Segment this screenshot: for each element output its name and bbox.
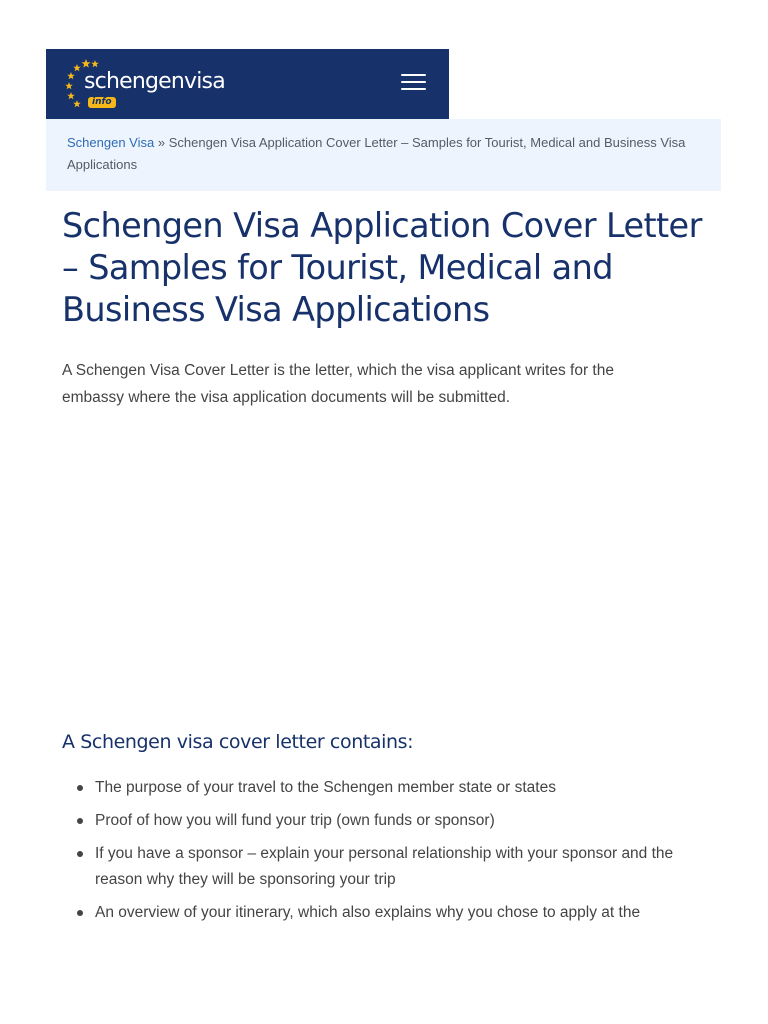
contents-list xyxy=(62,775,712,933)
breadcrumb-current: Schengen Visa Application Cover Letter – Samples for Tourist, Medical and Business Visa Applications xyxy=(67,135,686,172)
breadcrumb-home-link[interactable]: Schengen Visa xyxy=(67,135,155,150)
list-item: Proof of how you will fund your trip (own funds or sponsor) xyxy=(62,808,712,834)
breadcrumb xyxy=(46,119,721,191)
menu-bar xyxy=(401,88,426,90)
breadcrumb-separator: » xyxy=(157,135,166,150)
menu-bar xyxy=(401,81,426,83)
site-logo[interactable] xyxy=(64,57,234,111)
logo-wordmark: schengenvisa xyxy=(84,69,225,94)
site-header xyxy=(46,49,449,119)
page-title: Schengen Visa Application Cover Letter – Samples for Tourist, Medical and Business Visa Applications xyxy=(62,206,702,329)
list-item: If you have a sponsor – explain your personal relationship with your sponsor and the reason why they will be sponsoring your trip xyxy=(62,841,712,893)
logo-badge: info xyxy=(88,97,116,108)
list-item: An overview of your itinerary, which also explains why you chose to apply at the xyxy=(62,900,712,926)
intro-paragraph: A Schengen Visa Cover Letter is the letter, which the visa applicant writes for the embassy where the visa application documents will be submitted. xyxy=(62,362,614,406)
section-heading: A Schengen visa cover letter contains: xyxy=(62,731,414,753)
menu-bar xyxy=(401,74,426,76)
list-item: The purpose of your travel to the Schengen member state or states xyxy=(62,775,712,801)
hamburger-menu-icon[interactable] xyxy=(401,74,426,94)
